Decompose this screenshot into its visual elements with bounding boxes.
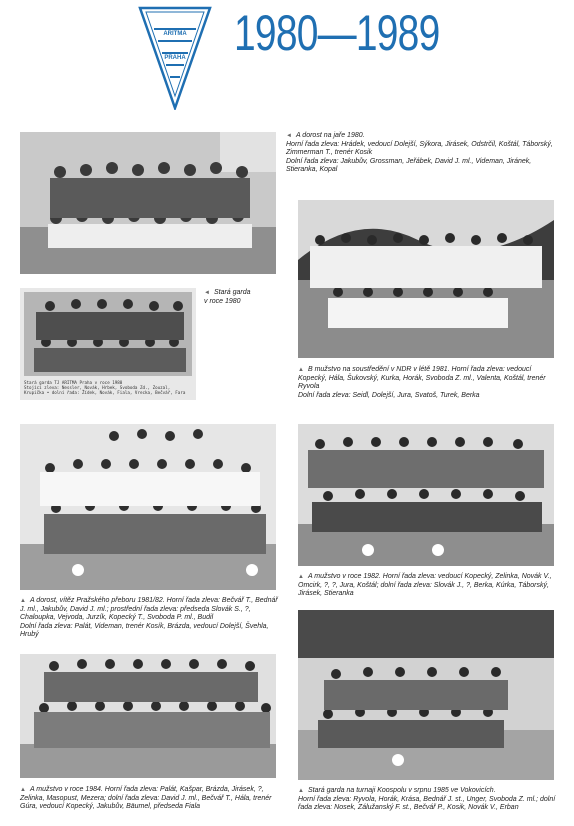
photo-typed-caption: Stará garda TJ ARITMA Praha v roce 1980 Stojící zleva: Nessler, Novák, Hrbek, Svoboda Zd., Zouzal, Krupička • dolní řada: Žídek, Novák, Fiala, Vrecka, Bečvář, Fara: [24, 380, 186, 395]
caption-stara-garda-1985: ▲ Stará garda na turnaji Koospolu v srpnu 1985 ve Vokovicích. Horní řada zleva: Ryvola, Horák, Krása, Bednář J. st., Unger, Svoboda Z. ml.; dolní řada zleva: Nosek, Zálužanský F. st., Bečvář P., Kosik, Novák V., Erban: [298, 787, 556, 812]
caption-body: Horní řada zleva: vedoucí Kopecký, Zelinka, Novák V., Omcirk, ?, ?, Jura, Koštál; dolní řada zleva: Slovák J., ?, Berka, Kúrka, Táborský, Jirásek, Stieranka: [298, 573, 552, 598]
caption-body: Horní řada zleva: Palát, Kašpar, Brázda, Jirásek, ?, Zelinka, Masopust, Mezera; dolní řada zleva: David J. ml., Bečvář T., Hála, trenér Gúra, vedoucí Kopecký, Jakubův, Bäumel, předseda Fiala: [20, 786, 272, 811]
caption-lead: A mužstvo v roce 1982.: [307, 573, 381, 580]
photo-a-muzstvo-1982: [298, 424, 554, 566]
photo-stara-garda-1985: [298, 610, 554, 780]
caption-lead: Stará garda v roce 1980: [204, 289, 251, 305]
page-title: 1980—1989: [234, 5, 440, 61]
caption-a-muzstvo-1982: ▲ A mužstvo v roce 1982. Horní řada zleva: vedoucí Kopecký, Zelinka, Novák V., Omcirk, ?, ?, Jura, Koštál; dolní řada zleva: Slovák J., ?, Berka, Kúrka, Táborský, Jirásek, Stieranka: [298, 573, 552, 598]
caption-stara-garda-1980: ◄ Stará garda v roce 1980: [204, 289, 251, 305]
photo-a-dorost-1981-82: [20, 424, 276, 590]
photo-a-muzstvo-1984: [20, 654, 276, 778]
caption-lead: A dorost, vítěz Pražského přeboru 1981/82.: [29, 597, 165, 604]
caption-lead: B mužstvo na soustředění v NDR v létě 1981.: [307, 366, 450, 373]
caption-body: Horní řada zleva: vedoucí Kopecký, Hála, Šukovský, Kurka, Horák, Svoboda Z. ml., Valenta, Koštál, trenér Ryvola Dolní řada zleva: Seidl, Dolejší, Jura, Svatoš, Turek, Berka: [298, 366, 546, 399]
photo-a-dorost-1980: [20, 132, 276, 274]
caption-body: Horní řada zleva: Ryvola, Horák, Krása, Bednář J. st., Unger, Svoboda Z. ml.; dolní řada zleva: Nosek, Zálužanský F. st., Bečvář P., Kosik, Novák V., Erban: [298, 795, 556, 812]
caption-a-muzstvo-1984: ▲ A mužstvo v roce 1984. Horní řada zleva: Palát, Kašpar, Brázda, Jirásek, ?, Zelinka, Masopust, Mezera; dolní řada zleva: David J. ml., Bečvář T., Hála, trenér Gúra, vedoucí Kopecký, Jakubův, Bäumel, předseda Fiala: [20, 786, 272, 811]
caption-lead: Stará garda na turnaji Koospolu v srpnu 1985 ve Vokovicích.: [307, 787, 496, 794]
club-crest-icon: [138, 6, 212, 110]
caption-a-dorost-1980: ◄ A dorost na jaře 1980. Horní řada zleva: Hrádek, vedoucí Dolejší, Sýkora, Jirásek, Odstrčil, Koštál, Táborský, Zimmerman T., trenér Kosik Dolní řada zleva: Jakubův, Grossman, Jeřábek, David J. ml., Videman, Jiránek, Stieranka, Kopal: [286, 132, 553, 174]
photo-b-muzstvo-1981: [298, 200, 554, 358]
logo-bottom-text: PRAHA: [164, 55, 186, 61]
caption-b-muzstvo-1981: ▲ B mužstvo na soustředění v NDR v létě 1981. Horní řada zleva: vedoucí Kopecký, Hála, Šukovský, Kurka, Horák, Svoboda Z. ml., Valenta, Koštál, trenér Ryvola Dolní řada zleva: Seidl, Dolejší, Jura, Svatoš, Turek, Berka: [298, 366, 546, 399]
photo-stara-garda-1980: [20, 288, 196, 400]
caption-body: Horní řada zleva: Bečvář T., Bednář J. ml., Jakubův, David J. ml.; prostřední řada zleva: předseda Slovák S., ?, Chaloupka, Vejvoda, Jurzík, Kopecký T., Svoboda P. ml., Budil Dolní řada zleva: Palát, Videman, trenér Kosík, Brázda, vedoucí Dolejší, Švehla, Hrubý: [20, 597, 278, 639]
caption-lead: A mužstvo v roce 1984.: [29, 786, 103, 793]
caption-lead: A dorost na jaře 1980.: [295, 132, 365, 139]
logo-top-text: ARITMA: [163, 31, 187, 37]
caption-a-dorost-1981-82: ▲ A dorost, vítěz Pražského přeboru 1981/82. Horní řada zleva: Bečvář T., Bednář J. ml., Jakubův, David J. ml.; prostřední řada zleva: předseda Slovák S., ?, Chaloupka, Vejvoda, Jurzík, Kopecký T., Svoboda P. ml., Budil Dolní řada zleva: Palát, Videman, trenér Kosík, Brázda, vedoucí Dolejší, Švehla, Hrubý: [20, 597, 278, 639]
caption-body: Horní řada zleva: Hrádek, vedoucí Dolejší, Sýkora, Jirásek, Odstrčil, Koštál, Táborský, Zimmerman T., trenér Kosik Dolní řada zleva: Jakubův, Grossman, Jeřábek, David J. ml., Videman, Jiránek, Stieranka, Kopal: [286, 140, 553, 174]
